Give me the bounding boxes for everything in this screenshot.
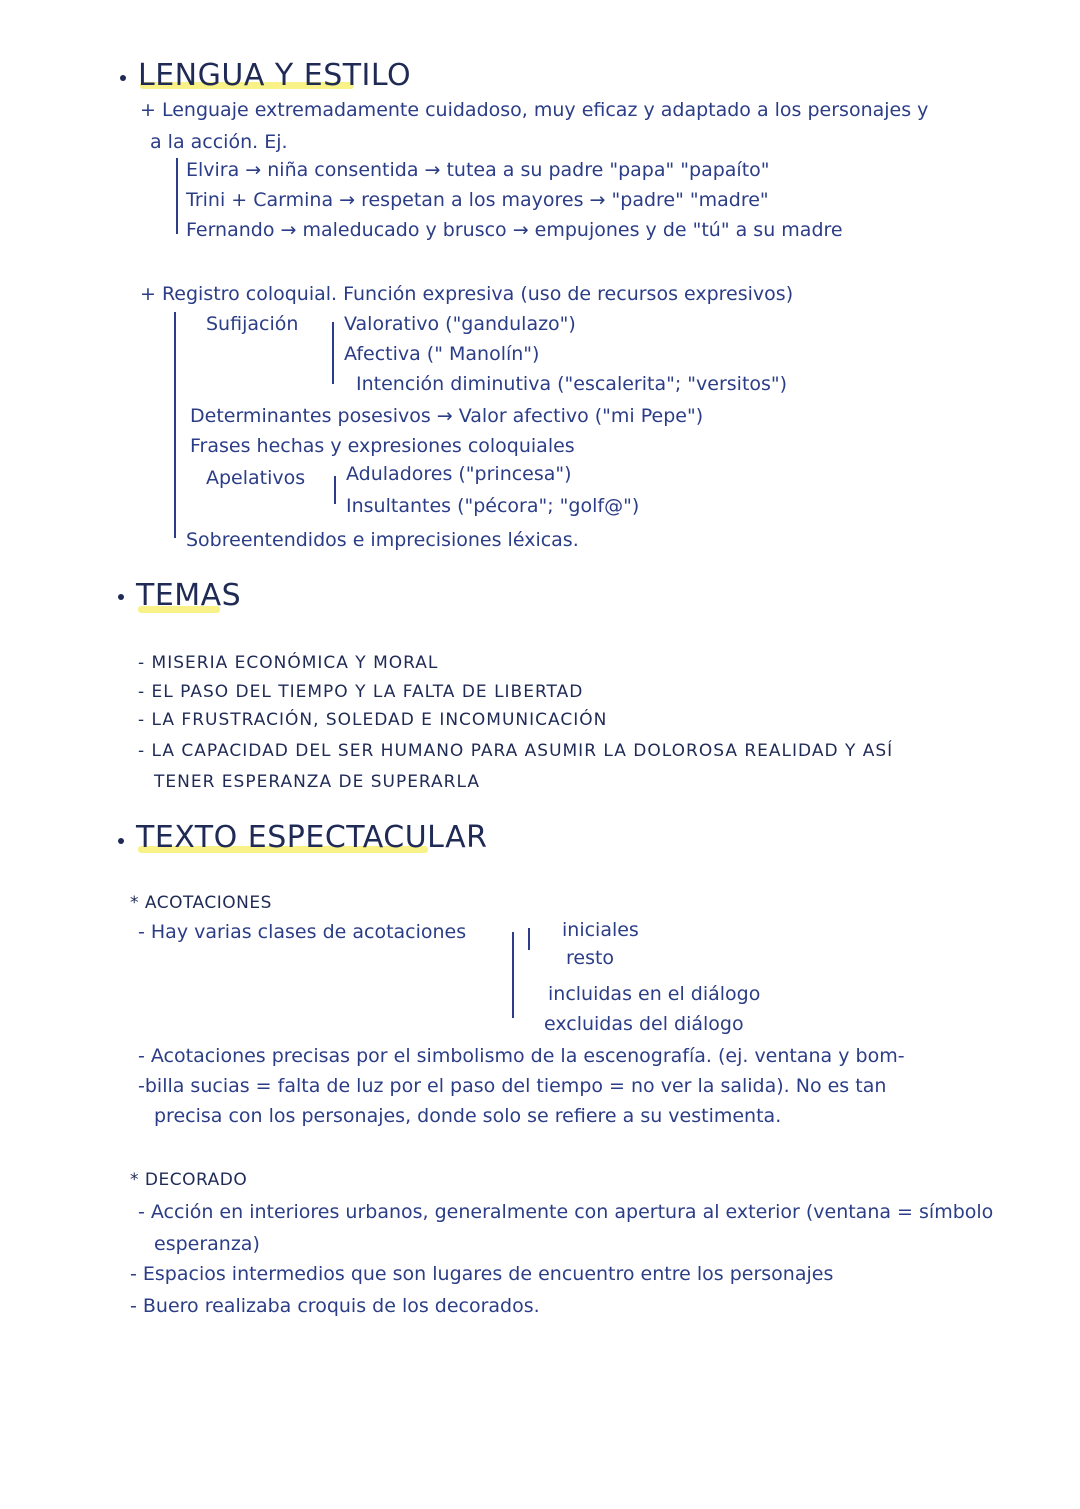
precisas-line: - Acotaciones precisas por el simbolismo de la escenografía. (ej. ventana y bom- [138,1045,905,1067]
frases-line: Frases hechas y expresiones coloquiales [190,435,575,457]
clase-item: resto [566,947,615,969]
tema-item: - LA CAPACIDAD DEL SER HUMANO PARA ASUMIR LA DOLOROSA REALIDAD Y ASÍ [138,741,894,761]
example-item: Trini + Carmina → respetan a los mayores → "padre" "madre" [186,189,769,211]
registro-line: + Registro coloquial. Función expresiva (uso de recursos expresivos) [140,283,794,305]
section-heading-lengua: LENGUA Y ESTILO [138,58,412,93]
bracket-line [174,312,176,538]
section-heading-texto: TEXTO ESPECTACULAR [136,820,488,855]
decorado-line: esperanza) [154,1233,260,1255]
tema-item: - MISERIA ECONÓMICA Y MORAL [138,653,439,673]
bullet [120,75,126,81]
determinantes-line: Determinantes posesivos → Valor afectivo ("mi Pepe") [190,405,704,427]
example-item: Elvira → niña consentida → tutea a su padre "papa" "papaíto" [186,159,770,181]
sufijacion-item: Afectiva (" Manolín") [344,343,540,365]
sufijacion-item: Intención diminutiva ("escalerita"; "versitos") [356,373,788,395]
bracket-line [176,158,178,234]
acotaciones-heading: * ACOTACIONES [130,893,272,913]
clases-line: - Hay varias clases de acotaciones [138,921,467,943]
clase-item: incluidas en el diálogo [548,983,761,1005]
apelativos-item: Insultantes ("pécora"; "golf@") [346,495,640,517]
decorado-line: - Espacios intermedios que son lugares de encuentro entre los personajes [130,1263,834,1285]
tema-item-continuation: TENER ESPERANZA DE SUPERARLA [154,772,480,792]
precisas-line: precisa con los personajes, donde solo se refiere a su vestimenta. [154,1105,782,1127]
bracket-line [334,476,336,504]
sufijacion-label: Sufijación [206,313,299,335]
bullet [118,594,124,600]
sufijacion-item: Valorativo ("gandulazo") [344,313,576,335]
apelativos-label: Apelativos [206,467,306,489]
precisas-line: -billa sucias = falta de luz por el paso del tiempo = no ver la salida). No es tan [138,1075,887,1097]
apelativos-item: Aduladores ("princesa") [346,463,572,485]
clase-item: iniciales [562,919,639,941]
bracket-line [512,932,514,1018]
decorado-line: - Buero realizaba croquis de los decorados. [130,1295,540,1317]
tema-item: - LA FRUSTRACIÓN, SOLEDAD E INCOMUNICACIÓN [138,710,608,730]
decorado-heading: * DECORADO [130,1170,248,1190]
clase-item: excluidas del diálogo [544,1013,744,1035]
section-heading-temas: TEMAS [136,578,242,613]
tema-item: - EL PASO DEL TIEMPO Y LA FALTA DE LIBERTAD [138,682,584,702]
bracket-line [528,928,530,950]
sobreentendidos-line: Sobreentendidos e imprecisiones léxicas. [186,529,579,551]
decorado-line: - Acción en interiores urbanos, generalmente con apertura al exterior (ventana = símbolo [138,1201,994,1223]
bullet [118,838,124,844]
bracket-line [332,322,334,384]
intro-line-1: + Lenguaje extremadamente cuidadoso, muy eficaz y adaptado a los personajes y [140,99,929,121]
example-item: Fernando → maleducado y brusco → empujones y de "tú" a su madre [186,219,843,241]
intro-line-2: a la acción. Ej. [150,131,288,153]
